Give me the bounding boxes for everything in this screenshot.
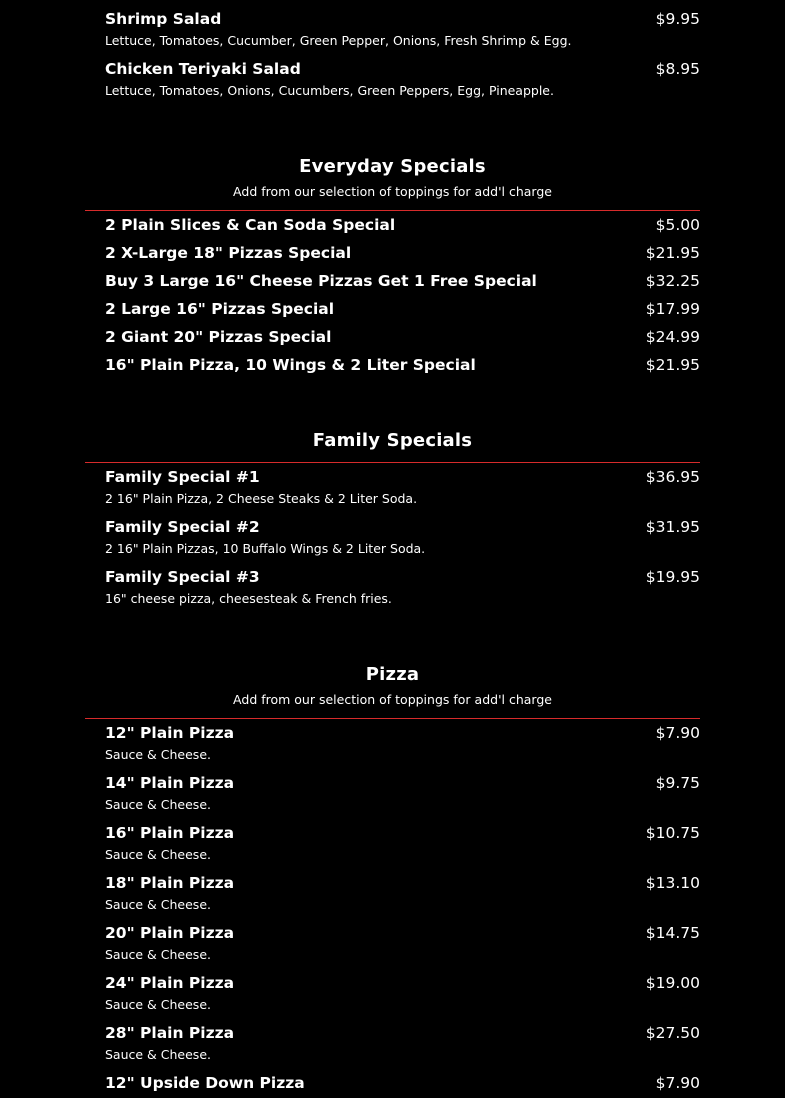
item-price: $19.95 — [645, 568, 700, 586]
item-description: Sauce & Cheese. — [105, 897, 211, 912]
item-name: 16" Plain Pizza — [105, 824, 235, 842]
item-price: $5.00 — [655, 216, 700, 234]
item-price: $36.95 — [645, 468, 700, 486]
section-divider — [85, 462, 700, 463]
item-description: Sauce & Cheese. — [105, 997, 211, 1012]
item-price: $7.90 — [655, 1074, 700, 1092]
item-name: 28" Plain Pizza — [105, 1024, 235, 1042]
item-name: 12" Upside Down Pizza — [105, 1074, 305, 1092]
item-price: $13.10 — [645, 874, 700, 892]
menu-item[interactable] — [105, 272, 700, 296]
menu-item[interactable] — [105, 824, 700, 868]
menu-item[interactable] — [105, 1074, 700, 1098]
item-description: Lettuce, Tomatoes, Cucumber, Green Pepper, Onions, Fresh Shrimp & Egg. — [105, 33, 572, 48]
item-price: $17.99 — [645, 300, 700, 318]
item-price: $24.99 — [645, 328, 700, 346]
section-subtitle: Add from our selection of toppings for add'l charge — [233, 184, 552, 199]
menu-item[interactable] — [105, 244, 700, 268]
item-name: 2 X-Large 18" Pizzas Special — [105, 244, 352, 262]
item-name: Chicken Teriyaki Salad — [105, 60, 301, 78]
item-price: $21.95 — [645, 244, 700, 262]
item-name: Family Special #2 — [105, 518, 260, 536]
section-title: Pizza — [365, 664, 420, 685]
menu-item[interactable] — [105, 60, 700, 104]
item-price: $10.75 — [645, 824, 700, 842]
item-name: 12" Plain Pizza — [105, 724, 235, 742]
item-description: 2 16" Plain Pizza, 2 Cheese Steaks & 2 Liter Soda. — [105, 491, 418, 506]
item-description: Lettuce, Tomatoes, Onions, Cucumbers, Green Peppers, Egg, Pineapple. — [105, 83, 554, 98]
section-title: Everyday Specials — [299, 156, 486, 177]
section-title: Family Specials — [312, 430, 473, 451]
item-description: Sauce & Cheese. — [105, 847, 211, 862]
item-description: 16" cheese pizza, cheesesteak & French fries. — [105, 591, 392, 606]
menu-item[interactable] — [105, 568, 700, 612]
item-price: $27.50 — [645, 1024, 700, 1042]
menu-item[interactable] — [105, 724, 700, 768]
item-name: 2 Large 16" Pizzas Special — [105, 300, 335, 318]
menu-item[interactable] — [105, 974, 700, 1018]
item-name: 2 Plain Slices & Can Soda Special — [105, 216, 396, 234]
item-name: Family Special #1 — [105, 468, 260, 486]
item-name: 14" Plain Pizza — [105, 774, 235, 792]
item-price: $31.95 — [645, 518, 700, 536]
menu-item[interactable] — [105, 356, 700, 380]
item-description: Sauce & Cheese. — [105, 747, 211, 762]
item-price: $7.90 — [655, 724, 700, 742]
item-price: $21.95 — [645, 356, 700, 374]
menu-item[interactable] — [105, 468, 700, 512]
menu-item[interactable] — [105, 874, 700, 918]
section-divider — [85, 210, 700, 211]
menu-item[interactable] — [105, 328, 700, 352]
item-name: 20" Plain Pizza — [105, 924, 235, 942]
item-description: Sauce & Cheese. — [105, 797, 211, 812]
item-price: $8.95 — [655, 60, 700, 78]
menu-item[interactable] — [105, 924, 700, 968]
item-name: 16" Plain Pizza, 10 Wings & 2 Liter Special — [105, 356, 476, 374]
item-price: $9.75 — [655, 774, 700, 792]
item-name: Shrimp Salad — [105, 10, 222, 28]
item-price: $9.95 — [655, 10, 700, 28]
menu-item[interactable] — [105, 774, 700, 818]
item-name: Buy 3 Large 16" Cheese Pizzas Get 1 Free Special — [105, 272, 537, 290]
item-name: Family Special #3 — [105, 568, 260, 586]
item-price: $32.25 — [645, 272, 700, 290]
item-description: Sauce & Cheese. — [105, 947, 211, 962]
item-name: 2 Giant 20" Pizzas Special — [105, 328, 332, 346]
item-description: Sauce & Cheese. — [105, 1047, 211, 1062]
menu-item[interactable] — [105, 1024, 700, 1068]
menu-item[interactable] — [105, 300, 700, 324]
menu-item[interactable] — [105, 10, 700, 54]
item-price: $14.75 — [645, 924, 700, 942]
item-price: $19.00 — [645, 974, 700, 992]
item-name: 18" Plain Pizza — [105, 874, 235, 892]
section-subtitle: Add from our selection of toppings for add'l charge — [233, 692, 552, 707]
item-name: 24" Plain Pizza — [105, 974, 235, 992]
section-divider — [85, 718, 700, 719]
item-description: 2 16" Plain Pizzas, 10 Buffalo Wings & 2 Liter Soda. — [105, 541, 426, 556]
menu-item[interactable] — [105, 216, 700, 240]
menu-item[interactable] — [105, 518, 700, 562]
